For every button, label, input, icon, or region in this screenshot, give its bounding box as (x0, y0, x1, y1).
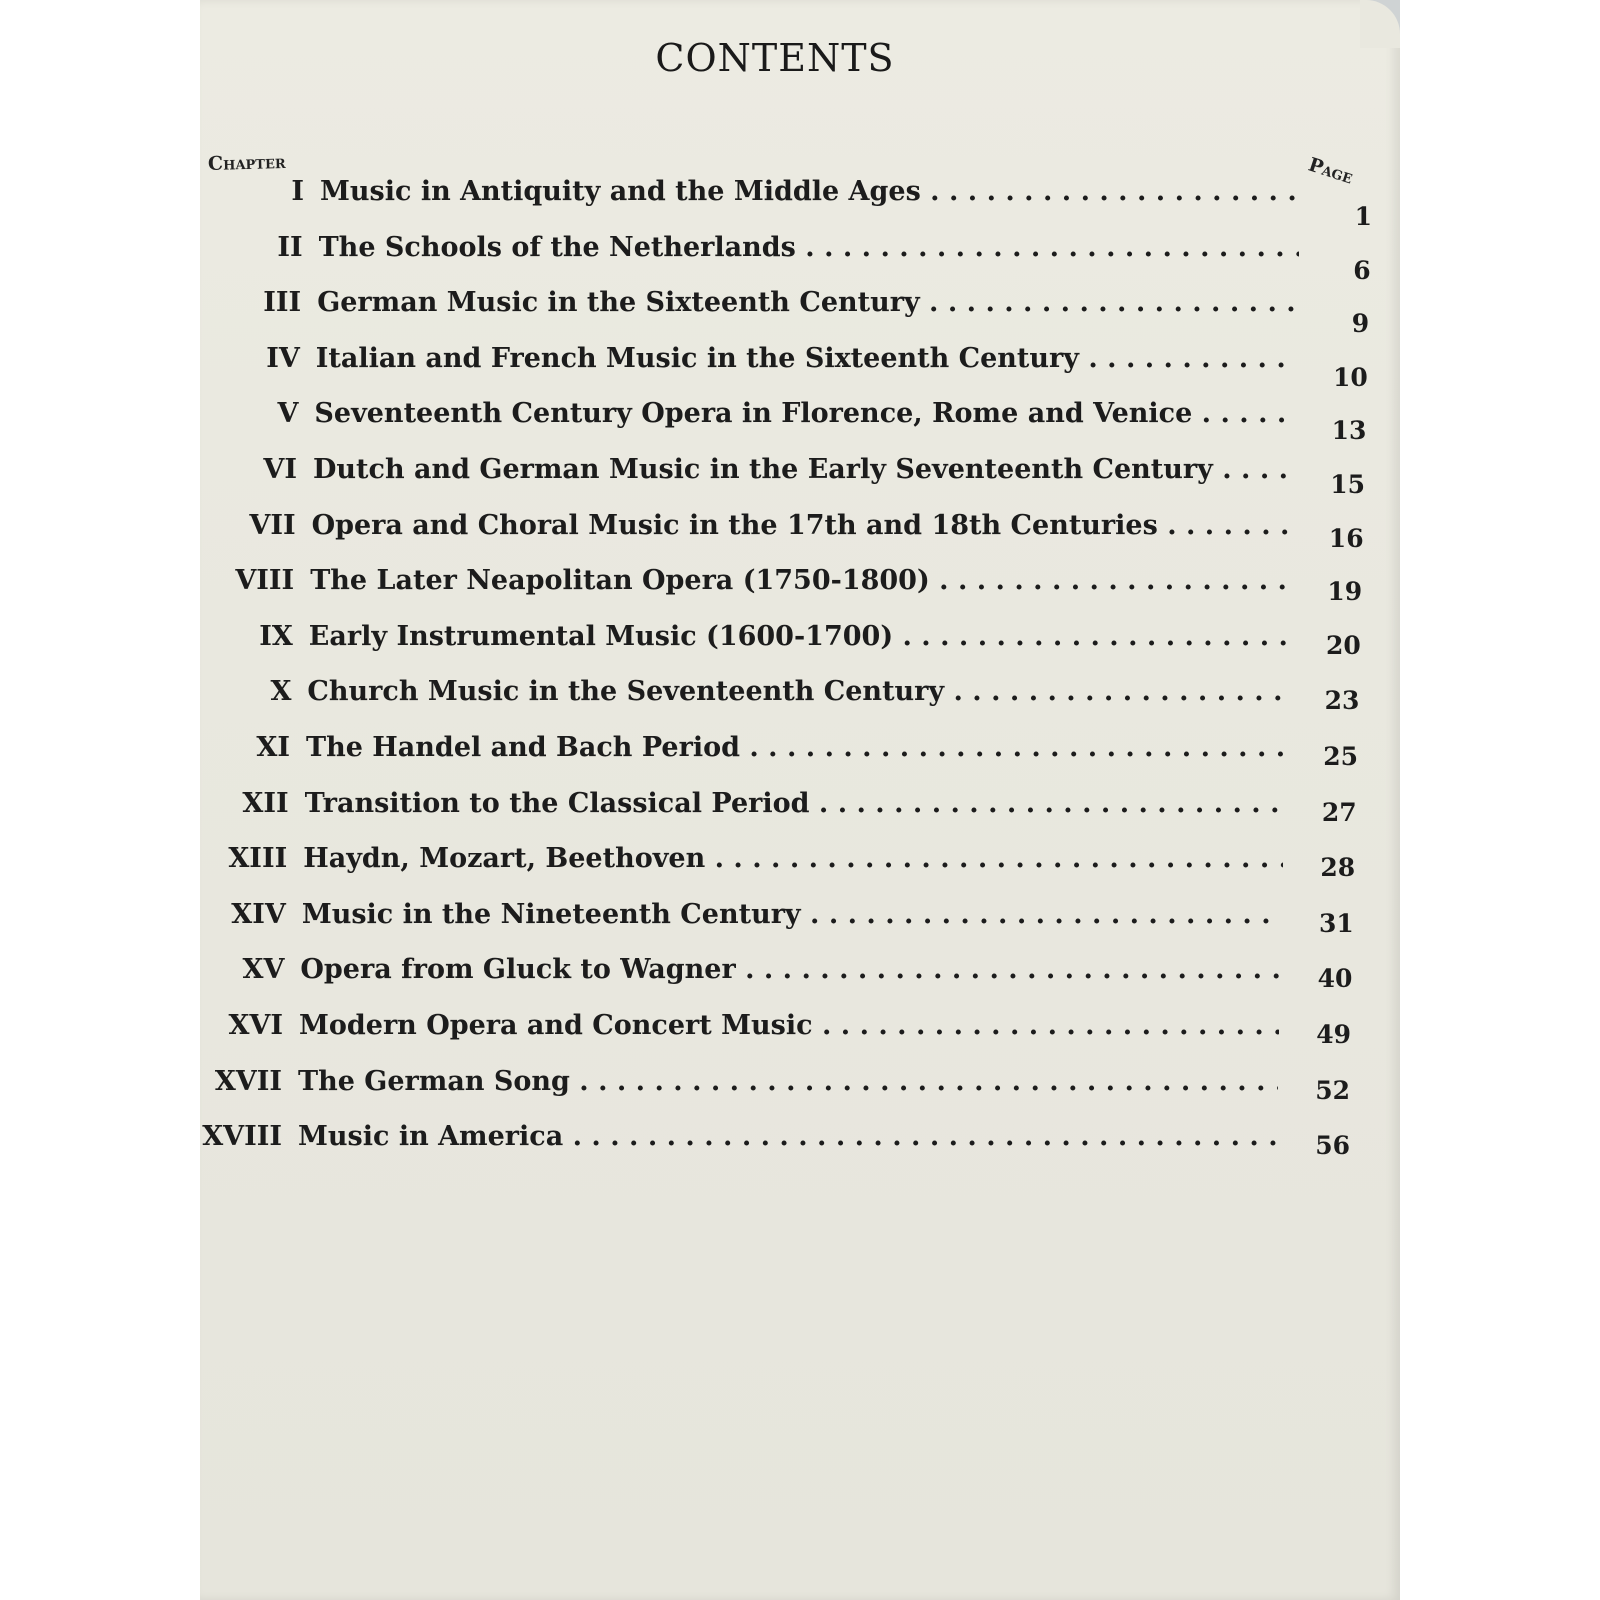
chapter-title: Dutch and German Music in the Early Seventeenth Century . . . (313, 454, 1293, 485)
chapter-title: The Later Neapolitan Opera (1750-1800) . . . (310, 565, 1290, 596)
chapter-title: Church Music in the Seventeenth Century . . . (307, 676, 1287, 707)
toc-entry (204, 509, 1364, 553)
chapter-title: Music in Antiquity and the Middle Ages . . . (320, 176, 1300, 207)
page-number: 19 (1327, 577, 1363, 607)
chapter-title: Music in America . . . (298, 1121, 1278, 1152)
toc-entry (202, 565, 1362, 605)
toc-entry (211, 231, 1371, 285)
page-number: 20 (1326, 630, 1361, 660)
chapter-number: II (277, 231, 303, 263)
chapter-number: IX (259, 620, 293, 652)
chapter-number: XII (242, 787, 289, 819)
page-number: 25 (1323, 742, 1358, 771)
chapter-number: III (263, 287, 302, 319)
page-number: 56 (1315, 1131, 1350, 1161)
toc-entry (198, 732, 1358, 772)
chapter-number: VII (249, 509, 296, 541)
chapter-title: Early Instrumental Music (1600-1700) . . . (309, 621, 1289, 652)
chapter-title: The German Song . . . (298, 1066, 1278, 1097)
chapter-number: V (277, 398, 299, 430)
chapter-title: The Handel and Bach Period . . . (306, 732, 1286, 763)
page-number: 27 (1321, 797, 1357, 827)
chapter-title: The Schools of the Netherlands . . . (319, 232, 1299, 263)
toc-entry (190, 1121, 1350, 1161)
toc-entry (192, 954, 1352, 994)
chapter-title: Modern Opera and Concert Music . . . (299, 1010, 1279, 1041)
page-number: 9 (1351, 309, 1370, 339)
chapter-number: XIV (231, 898, 286, 930)
page-number: 31 (1319, 908, 1354, 938)
chapter-title: German Music in the Sixteenth Century . . . (317, 287, 1297, 318)
toc-entry (205, 454, 1365, 499)
toc-entry (190, 1066, 1350, 1106)
chapter-title: Transition to the Classical Period . . . (305, 788, 1285, 819)
toc-entry (212, 176, 1372, 231)
chapter-number: XIII (228, 843, 288, 875)
chapter-title: Opera from Gluck to Wagner . . . (300, 954, 1280, 985)
toc-entry (195, 843, 1355, 883)
page-number: 40 (1317, 964, 1353, 994)
page-number: 28 (1320, 853, 1356, 883)
page-number: 10 (1333, 362, 1368, 392)
chapter-number: XI (256, 732, 290, 763)
page-number: 1 (1354, 202, 1372, 231)
table-of-contents (200, 0, 1400, 1600)
toc-entry (197, 788, 1357, 828)
chapter-title: Opera and Choral Music in the 17th and 18th Centuries . . . (312, 510, 1292, 541)
page-title: CONTENTS (655, 36, 895, 80)
chapter-number: XVI (228, 1010, 283, 1041)
chapter-title: Haydn, Mozart, Beethoven . . . (303, 843, 1283, 874)
chapter-number: IV (266, 342, 300, 374)
toc-entry (201, 621, 1361, 661)
chapter-title: Seventeenth Century Opera in Florence, Rome and Venice . . . (314, 398, 1294, 429)
chapter-number: VIII (235, 565, 295, 597)
page-number: 16 (1328, 523, 1364, 553)
chapter-number: XVIII (202, 1121, 282, 1153)
toc-entry (208, 342, 1368, 392)
chapter-number: X (270, 676, 292, 708)
toc-entry (199, 676, 1359, 716)
page-number: 52 (1315, 1075, 1350, 1105)
chapter-number: VI (263, 454, 297, 485)
contents-page (200, 0, 1400, 1600)
chapter-column-header: Chapter (207, 150, 286, 176)
toc-entry (209, 287, 1370, 339)
toc-entry (206, 398, 1367, 446)
chapter-number: I (291, 176, 304, 207)
chapter-title: Music in the Nineteenth Century . . . (302, 899, 1282, 930)
chapter-number: XV (242, 954, 285, 986)
page-number: 15 (1330, 470, 1365, 499)
page-number: 23 (1324, 686, 1360, 716)
chapter-title: Italian and French Music in the Sixteenth Century . . . (316, 343, 1296, 374)
page-number: 13 (1331, 416, 1367, 446)
chapter-number: XVII (214, 1065, 282, 1097)
page-number: 49 (1316, 1020, 1351, 1049)
toc-entry (194, 899, 1354, 939)
page-column-header: Page (1305, 153, 1356, 189)
page-number: 6 (1353, 255, 1371, 285)
toc-entry (191, 1010, 1351, 1050)
